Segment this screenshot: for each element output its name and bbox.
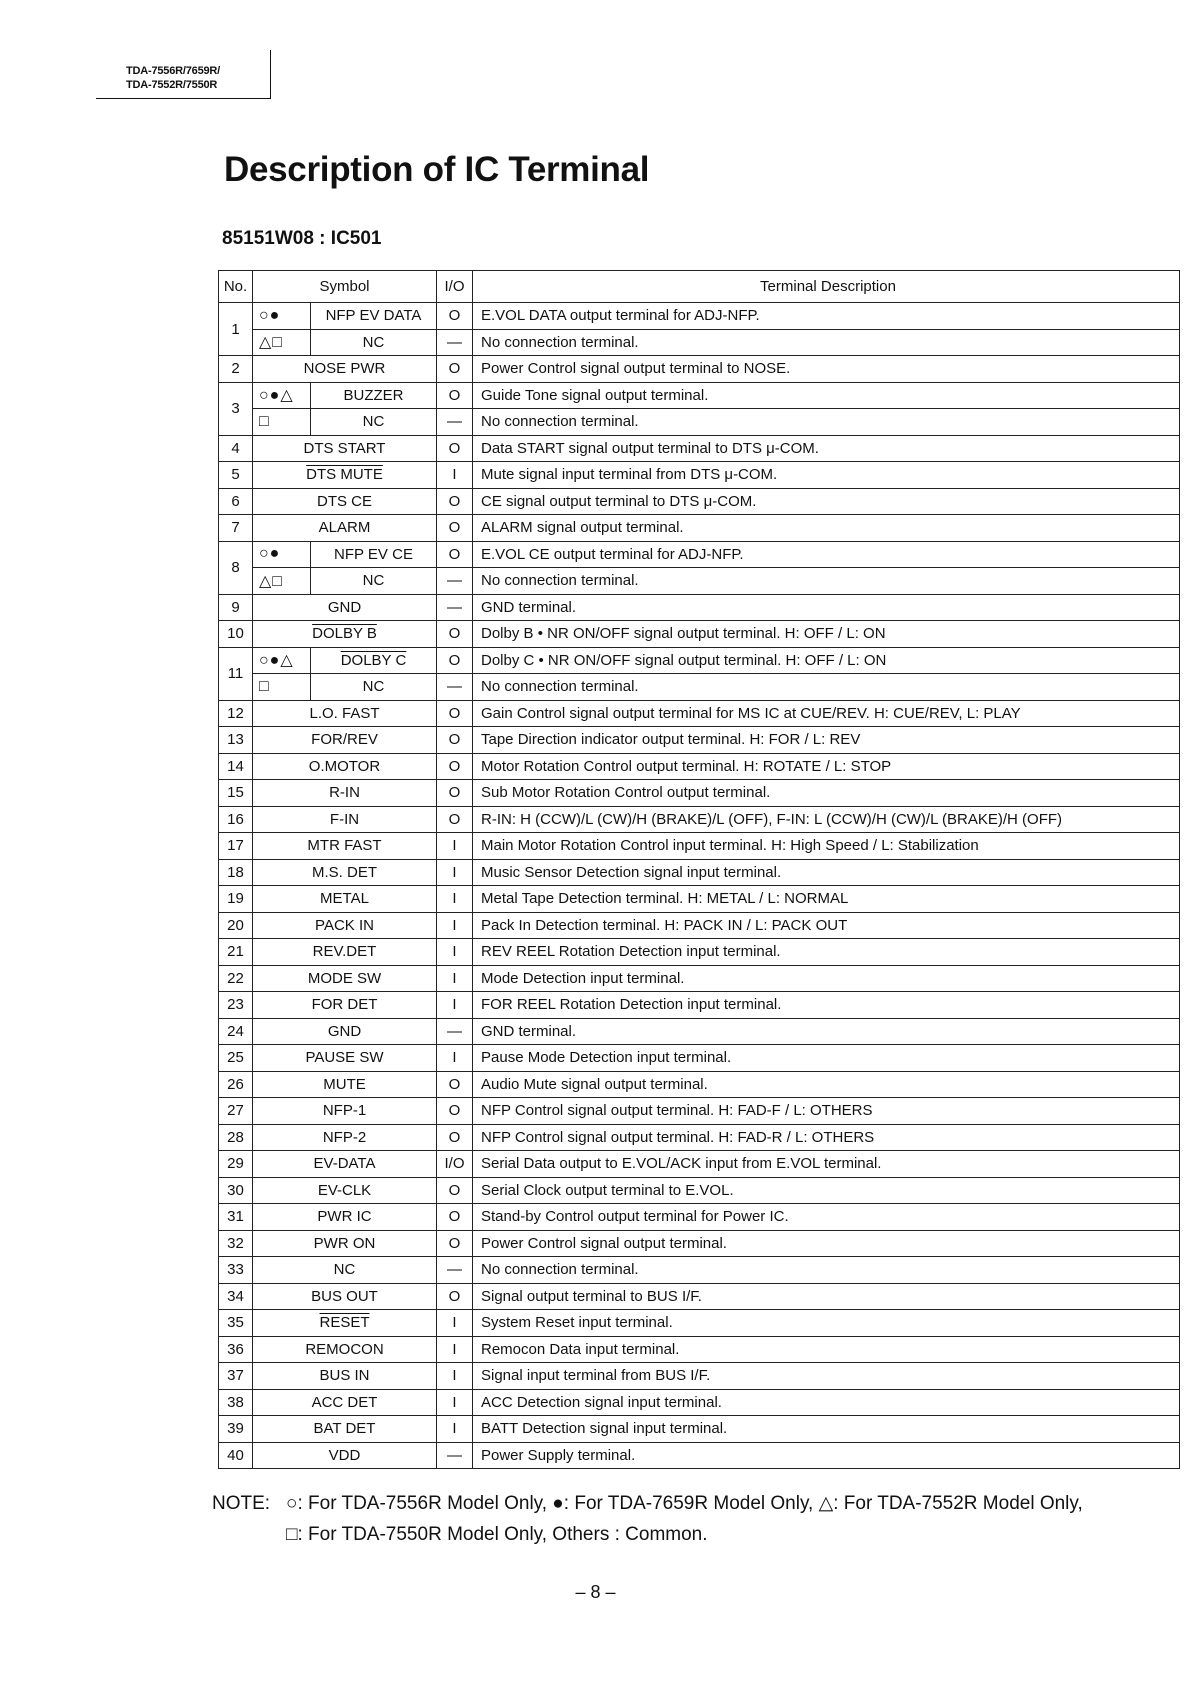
- pin-number: 32: [219, 1230, 253, 1257]
- pin-number: 37: [219, 1363, 253, 1390]
- pin-symbol: BUS OUT: [253, 1283, 437, 1310]
- pin-symbol: METAL: [253, 886, 437, 913]
- table-row: [219, 1389, 1180, 1416]
- model-line-1: TDA-7556R/7659R/: [126, 65, 221, 77]
- pin-symbol: NC: [311, 409, 437, 436]
- pin-io: O: [437, 1177, 473, 1204]
- pin-number: 16: [219, 806, 253, 833]
- model-line-2: TDA-7552R/7550R: [126, 79, 218, 91]
- pin-description: Power Supply terminal.: [473, 1442, 1180, 1469]
- pin-number: 29: [219, 1151, 253, 1178]
- terminal-table-body: [219, 303, 1180, 1469]
- pin-number: 1: [219, 303, 253, 356]
- table-row: [219, 329, 1180, 356]
- pin-description: Music Sensor Detection signal input terminal.: [473, 859, 1180, 886]
- table-row: [219, 912, 1180, 939]
- table-row: [219, 515, 1180, 542]
- table-row: [219, 780, 1180, 807]
- table-row: [219, 1363, 1180, 1390]
- pin-io: —: [437, 329, 473, 356]
- pin-number: 14: [219, 753, 253, 780]
- table-row: [219, 1257, 1180, 1284]
- pin-number: 13: [219, 727, 253, 754]
- pin-number: 24: [219, 1018, 253, 1045]
- pin-number: 36: [219, 1336, 253, 1363]
- table-row: [219, 806, 1180, 833]
- pin-number: 15: [219, 780, 253, 807]
- pin-description: No connection terminal.: [473, 329, 1180, 356]
- pin-io: I: [437, 939, 473, 966]
- pin-symbol: GND: [253, 594, 437, 621]
- pin-number: 10: [219, 621, 253, 648]
- pin-symbol: PWR ON: [253, 1230, 437, 1257]
- pin-io: I: [437, 1045, 473, 1072]
- page-number: – 8 –: [575, 1582, 616, 1602]
- pin-symbol: NC: [311, 568, 437, 595]
- table-row: [219, 1442, 1180, 1469]
- pin-symbol: M.S. DET: [253, 859, 437, 886]
- pin-description: Power Control signal output terminal.: [473, 1230, 1180, 1257]
- model-markers: ○●△: [253, 382, 311, 409]
- pin-io: O: [437, 700, 473, 727]
- pin-description: NFP Control signal output terminal. H: FAD-F / L: OTHERS: [473, 1098, 1180, 1125]
- header-io: I/O: [437, 271, 473, 303]
- terminal-table: [218, 270, 1180, 1469]
- pin-symbol: NC: [311, 329, 437, 356]
- pin-number: 33: [219, 1257, 253, 1284]
- table-row: [219, 356, 1180, 383]
- pin-number: 20: [219, 912, 253, 939]
- pin-description: Dolby C • NR ON/OFF signal output terminal. H: OFF / L: ON: [473, 647, 1180, 674]
- pin-io: —: [437, 1257, 473, 1284]
- pin-io: O: [437, 753, 473, 780]
- pin-io: O: [437, 382, 473, 409]
- pin-io: I: [437, 912, 473, 939]
- pin-io: —: [437, 1018, 473, 1045]
- note-label: NOTE:: [212, 1493, 271, 1514]
- table-row: [219, 541, 1180, 568]
- note-line-1: [212, 1488, 1172, 1519]
- pin-symbol: MUTE: [253, 1071, 437, 1098]
- table-row: [219, 1416, 1180, 1443]
- table-row: [219, 1071, 1180, 1098]
- pin-symbol: PACK IN: [253, 912, 437, 939]
- table-row: [219, 382, 1180, 409]
- pin-description: Dolby B • NR ON/OFF signal output terminal. H: OFF / L: ON: [473, 621, 1180, 648]
- table-row: [219, 1283, 1180, 1310]
- pin-symbol: REV.DET: [253, 939, 437, 966]
- table-row: [219, 1230, 1180, 1257]
- pin-symbol: GND: [253, 1018, 437, 1045]
- model-markers: ○●△: [253, 647, 311, 674]
- pin-io: O: [437, 647, 473, 674]
- pin-symbol: DOLBY C: [311, 647, 437, 674]
- table-row: [219, 488, 1180, 515]
- pin-io: O: [437, 1283, 473, 1310]
- pin-number: 40: [219, 1442, 253, 1469]
- pin-io: O: [437, 435, 473, 462]
- pin-symbol: FOR DET: [253, 992, 437, 1019]
- pin-symbol: DTS START: [253, 435, 437, 462]
- pin-description: BATT Detection signal input terminal.: [473, 1416, 1180, 1443]
- pin-number: 39: [219, 1416, 253, 1443]
- pin-number: 31: [219, 1204, 253, 1231]
- pin-symbol: ALARM: [253, 515, 437, 542]
- table-row: [219, 1018, 1180, 1045]
- pin-io: I: [437, 1416, 473, 1443]
- pin-number: 19: [219, 886, 253, 913]
- pin-io: O: [437, 621, 473, 648]
- pin-description: No connection terminal.: [473, 568, 1180, 595]
- pin-io: I: [437, 833, 473, 860]
- pin-number: 25: [219, 1045, 253, 1072]
- pin-number: 22: [219, 965, 253, 992]
- table-row: [219, 1336, 1180, 1363]
- pin-description: Audio Mute signal output terminal.: [473, 1071, 1180, 1098]
- table-row: [219, 700, 1180, 727]
- pin-symbol: BUZZER: [311, 382, 437, 409]
- pin-description: No connection terminal.: [473, 409, 1180, 436]
- pin-description: Tape Direction indicator output terminal. H: FOR / L: REV: [473, 727, 1180, 754]
- table-row: [219, 753, 1180, 780]
- pin-symbol: MTR FAST: [253, 833, 437, 860]
- pin-description: Serial Data output to E.VOL/ACK input from E.VOL terminal.: [473, 1151, 1180, 1178]
- pin-description: REV REEL Rotation Detection input terminal.: [473, 939, 1180, 966]
- pin-number: 38: [219, 1389, 253, 1416]
- table-row: [219, 462, 1180, 489]
- pin-description: System Reset input terminal.: [473, 1310, 1180, 1337]
- model-markers: □: [253, 674, 311, 701]
- model-tag: [96, 50, 271, 99]
- pin-number: 7: [219, 515, 253, 542]
- pin-symbol: EV-CLK: [253, 1177, 437, 1204]
- pin-symbol: NFP EV CE: [311, 541, 437, 568]
- pin-symbol: EV-DATA: [253, 1151, 437, 1178]
- pin-io: O: [437, 1098, 473, 1125]
- model-markers: ○●: [253, 303, 311, 330]
- table-row: [219, 1177, 1180, 1204]
- pin-io: O: [437, 1204, 473, 1231]
- table-row: [219, 886, 1180, 913]
- pin-io: I: [437, 462, 473, 489]
- table-header-row: [219, 271, 1180, 303]
- pin-io: I: [437, 886, 473, 913]
- pin-symbol: R-IN: [253, 780, 437, 807]
- pin-number: 26: [219, 1071, 253, 1098]
- pin-number: 27: [219, 1098, 253, 1125]
- pin-symbol: L.O. FAST: [253, 700, 437, 727]
- table-row: [219, 1151, 1180, 1178]
- page-title: Description of IC Terminal: [224, 150, 650, 189]
- pin-description: Remocon Data input terminal.: [473, 1336, 1180, 1363]
- pin-description: FOR REEL Rotation Detection input terminal.: [473, 992, 1180, 1019]
- pin-number: 17: [219, 833, 253, 860]
- pin-number: 6: [219, 488, 253, 515]
- pin-description: No connection terminal.: [473, 674, 1180, 701]
- pin-io: O: [437, 488, 473, 515]
- pin-description: Mute signal input terminal from DTS μ-COM.: [473, 462, 1180, 489]
- pin-number: 2: [219, 356, 253, 383]
- model-markers: □: [253, 409, 311, 436]
- model-note: [212, 1488, 1172, 1550]
- pin-io: —: [437, 568, 473, 595]
- pin-description: No connection terminal.: [473, 1257, 1180, 1284]
- pin-description: Mode Detection input terminal.: [473, 965, 1180, 992]
- pin-io: I: [437, 1389, 473, 1416]
- ic-identifier: 85151W08 : IC501: [222, 228, 382, 249]
- pin-symbol: NC: [311, 674, 437, 701]
- table-row: [219, 1204, 1180, 1231]
- pin-number: 35: [219, 1310, 253, 1337]
- table-row: [219, 1124, 1180, 1151]
- note-line-2: □: For TDA-7550R Model Only, Others : Common.: [286, 1524, 708, 1545]
- pin-io: O: [437, 303, 473, 330]
- pin-io: I: [437, 992, 473, 1019]
- pin-io: —: [437, 674, 473, 701]
- header-no: No.: [219, 271, 253, 303]
- table-row: [219, 568, 1180, 595]
- pin-symbol: PWR IC: [253, 1204, 437, 1231]
- pin-description: Pause Mode Detection input terminal.: [473, 1045, 1180, 1072]
- pin-description: Signal output terminal to BUS I/F.: [473, 1283, 1180, 1310]
- model-markers: ○●: [253, 541, 311, 568]
- pin-number: 3: [219, 382, 253, 435]
- table-row: [219, 939, 1180, 966]
- table-row: [219, 833, 1180, 860]
- pin-number: 28: [219, 1124, 253, 1151]
- pin-description: E.VOL CE output terminal for ADJ-NFP.: [473, 541, 1180, 568]
- pin-io: —: [437, 409, 473, 436]
- table-row: [219, 992, 1180, 1019]
- model-markers: △□: [253, 568, 311, 595]
- pin-number: 5: [219, 462, 253, 489]
- pin-symbol: BAT DET: [253, 1416, 437, 1443]
- pin-io: O: [437, 515, 473, 542]
- pin-io: O: [437, 356, 473, 383]
- note-text-1: ○: For TDA-7556R Model Only, ●: For TDA-7659R Model Only, △: For TDA-7552R Model Only,: [286, 1493, 1083, 1514]
- table-row: [219, 594, 1180, 621]
- pin-description: Gain Control signal output terminal for MS IC at CUE/REV. H: CUE/REV, L: PLAY: [473, 700, 1180, 727]
- pin-io: —: [437, 1442, 473, 1469]
- pin-description: CE signal output terminal to DTS μ-COM.: [473, 488, 1180, 515]
- pin-description: ALARM signal output terminal.: [473, 515, 1180, 542]
- pin-io: I: [437, 859, 473, 886]
- pin-io: O: [437, 541, 473, 568]
- pin-symbol: NOSE PWR: [253, 356, 437, 383]
- pin-number: 11: [219, 647, 253, 700]
- pin-io: O: [437, 727, 473, 754]
- pin-symbol: VDD: [253, 1442, 437, 1469]
- pin-number: 9: [219, 594, 253, 621]
- pin-description: Pack In Detection terminal. H: PACK IN / L: PACK OUT: [473, 912, 1180, 939]
- pin-description: Metal Tape Detection terminal. H: METAL / L: NORMAL: [473, 886, 1180, 913]
- pin-symbol: RESET: [253, 1310, 437, 1337]
- table-row: [219, 965, 1180, 992]
- pin-symbol: DOLBY B: [253, 621, 437, 648]
- pin-number: 8: [219, 541, 253, 594]
- pin-symbol: F-IN: [253, 806, 437, 833]
- pin-symbol: MODE SW: [253, 965, 437, 992]
- table-row: [219, 674, 1180, 701]
- pin-symbol: O.MOTOR: [253, 753, 437, 780]
- pin-description: Serial Clock output terminal to E.VOL.: [473, 1177, 1180, 1204]
- pin-description: R-IN: H (CCW)/L (CW)/H (BRAKE)/L (OFF), F-IN: L (CCW)/H (CW)/L (BRAKE)/H (OFF): [473, 806, 1180, 833]
- table-row: [219, 409, 1180, 436]
- pin-symbol: NFP-1: [253, 1098, 437, 1125]
- pin-io: I: [437, 1363, 473, 1390]
- pin-number: 30: [219, 1177, 253, 1204]
- table-row: [219, 1310, 1180, 1337]
- pin-description: Main Motor Rotation Control input terminal. H: High Speed / L: Stabilization: [473, 833, 1180, 860]
- pin-symbol: PAUSE SW: [253, 1045, 437, 1072]
- pin-io: O: [437, 1124, 473, 1151]
- pin-symbol: FOR/REV: [253, 727, 437, 754]
- pin-symbol: ACC DET: [253, 1389, 437, 1416]
- pin-io: O: [437, 806, 473, 833]
- pin-symbol: DTS CE: [253, 488, 437, 515]
- pin-number: 12: [219, 700, 253, 727]
- table-row: [219, 435, 1180, 462]
- pin-symbol: BUS IN: [253, 1363, 437, 1390]
- pin-io: O: [437, 1071, 473, 1098]
- pin-number: 4: [219, 435, 253, 462]
- pin-description: E.VOL DATA output terminal for ADJ-NFP.: [473, 303, 1180, 330]
- table-row: [219, 1098, 1180, 1125]
- pin-symbol: NFP-2: [253, 1124, 437, 1151]
- pin-symbol: REMOCON: [253, 1336, 437, 1363]
- pin-io: I: [437, 1310, 473, 1337]
- pin-description: GND terminal.: [473, 594, 1180, 621]
- pin-description: Data START signal output terminal to DTS μ-COM.: [473, 435, 1180, 462]
- pin-io: O: [437, 780, 473, 807]
- pin-io: I: [437, 965, 473, 992]
- pin-description: Motor Rotation Control output terminal. H: ROTATE / L: STOP: [473, 753, 1180, 780]
- pin-description: NFP Control signal output terminal. H: FAD-R / L: OTHERS: [473, 1124, 1180, 1151]
- table-row: [219, 727, 1180, 754]
- model-markers: △□: [253, 329, 311, 356]
- pin-description: Power Control signal output terminal to NOSE.: [473, 356, 1180, 383]
- pin-description: Stand-by Control output terminal for Power IC.: [473, 1204, 1180, 1231]
- table-row: [219, 647, 1180, 674]
- header-symbol: Symbol: [253, 271, 437, 303]
- pin-number: 34: [219, 1283, 253, 1310]
- pin-io: —: [437, 594, 473, 621]
- table-row: [219, 1045, 1180, 1072]
- pin-number: 21: [219, 939, 253, 966]
- pin-number: 18: [219, 859, 253, 886]
- pin-description: Signal input terminal from BUS I/F.: [473, 1363, 1180, 1390]
- pin-io: I/O: [437, 1151, 473, 1178]
- pin-description: Guide Tone signal output terminal.: [473, 382, 1180, 409]
- header-description: Terminal Description: [473, 271, 1180, 303]
- pin-symbol: NC: [253, 1257, 437, 1284]
- pin-description: Sub Motor Rotation Control output terminal.: [473, 780, 1180, 807]
- pin-symbol: NFP EV DATA: [311, 303, 437, 330]
- pin-number: 23: [219, 992, 253, 1019]
- pin-symbol: DTS MUTE: [253, 462, 437, 489]
- table-row: [219, 859, 1180, 886]
- pin-description: GND terminal.: [473, 1018, 1180, 1045]
- pin-description: ACC Detection signal input terminal.: [473, 1389, 1180, 1416]
- table-row: [219, 621, 1180, 648]
- pin-io: I: [437, 1336, 473, 1363]
- table-row: [219, 303, 1180, 330]
- pin-io: O: [437, 1230, 473, 1257]
